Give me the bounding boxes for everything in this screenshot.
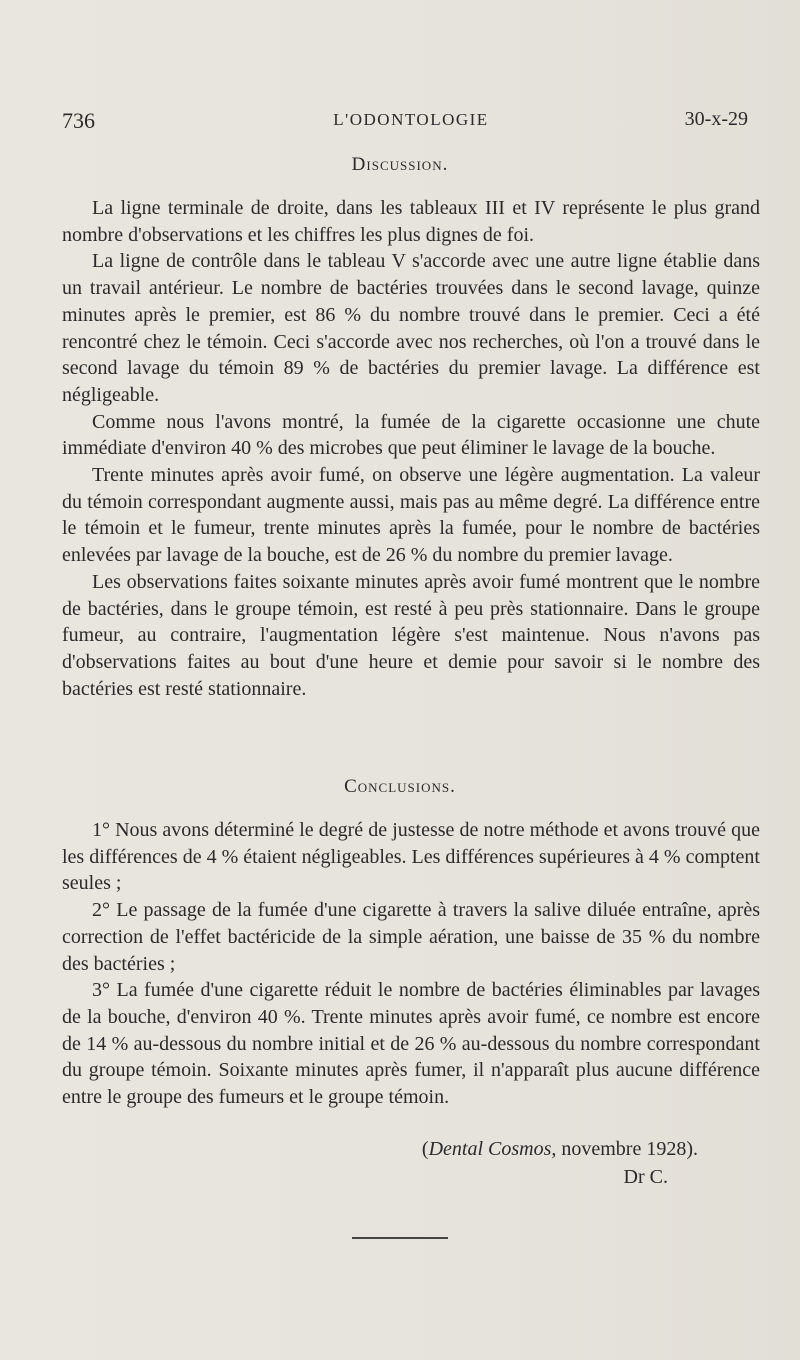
page-number: 736 [62, 108, 95, 133]
citation-open-paren: ( [421, 1138, 429, 1160]
signature-area [62, 1135, 760, 1191]
source-journal-title: Dental Cosmos [428, 1138, 552, 1160]
discussion-paragraph: Comme nous l'avons montré, la fumée de la cigarette occasionne une chute immédiate d'environ 40 % des microbes que peut éliminer le lavage de la bouche. [62, 410, 760, 460]
source-date: , novembre 1928). [551, 1138, 698, 1160]
issue-date-annotation: 30-x-29 [684, 108, 748, 130]
source-citation [62, 1135, 760, 1163]
conclusion-item: 2° Le passage de la fumée d'une cigarette à travers la salive diluée entraîne, après correction de l'effet bactéricide de la simple aération, une baisse de 35 % du nombre des bactéries ; [62, 899, 760, 975]
discussion-paragraph: La ligne terminale de droite, dans les tableaux III et IV représente le plus grand nombre d'observations et les chiffres les plus dignes de foi. [62, 197, 760, 246]
page-header [62, 108, 760, 138]
conclusions-heading: Conclusions. [344, 776, 456, 797]
conclusion-item: 3° La fumée d'une cigarette réduit le nombre de bactéries éliminables par lavages de la bouche, d'environ 40 %. Trente minutes après avoir fumé, ce nombre est encore de 14 % au-dessous du nombre initial et de 26 % au-dessous du nombre correspondant du groupe témoin. Soixante minutes après fumer, il n'apparaît plus aucune différence entre le groupe des fumeurs et le groupe témoin. [62, 979, 760, 1109]
author-signature: Dr C. [623, 1166, 668, 1188]
discussion-paragraph: La ligne de contrôle dans le tableau V s'accorde avec une autre ligne établie dans un travail antérieur. Le nombre de bactéries trouvées dans le second lavage, quinze minutes après le premier, est 86 % du nombre trouvé dans le premier. Ceci a été rencontré chez le témoin. Ceci s'accorde avec nos recherches, où l'on a trouvé dans le second lavage du témoin 89 % de bactéries du premier lavage. La différence est négligeable. [62, 250, 760, 406]
conclusions-section [62, 817, 760, 1111]
journal-title: L'ODONTOLOGIE [333, 110, 489, 129]
end-divider [352, 1237, 448, 1239]
discussion-heading: Discussion. [351, 154, 449, 175]
discussion-paragraph: Les observations faites soixante minutes après avoir fumé montrent que le nombre de bactéries, dans le groupe témoin, est resté à peu près stationnaire. Dans le groupe fumeur, au contraire, l'augmentation légère s'est maintenue. Nous n'avons pas d'observations faites au bout d'une heure et demie pour savoir si le nombre des bactéries est resté stationnaire. [62, 570, 760, 700]
conclusion-item: 1° Nous avons déterminé le degré de justesse de notre méthode et avons trouvé que les différences de 4 % étaient négligeables. Les différences supérieures à 4 % comptent seules ; [62, 819, 760, 895]
discussion-paragraph: Trente minutes après avoir fumé, on observe une légère augmentation. La valeur du témoin correspondant augmente aussi, mais pas au même degré. La différence entre le témoin et le fumeur, trente minutes après la fumée, pour le nombre de bactéries enlevées par lavage de la bouche, est de 26 % du nombre du premier lavage. [62, 464, 760, 567]
discussion-section [62, 195, 760, 702]
